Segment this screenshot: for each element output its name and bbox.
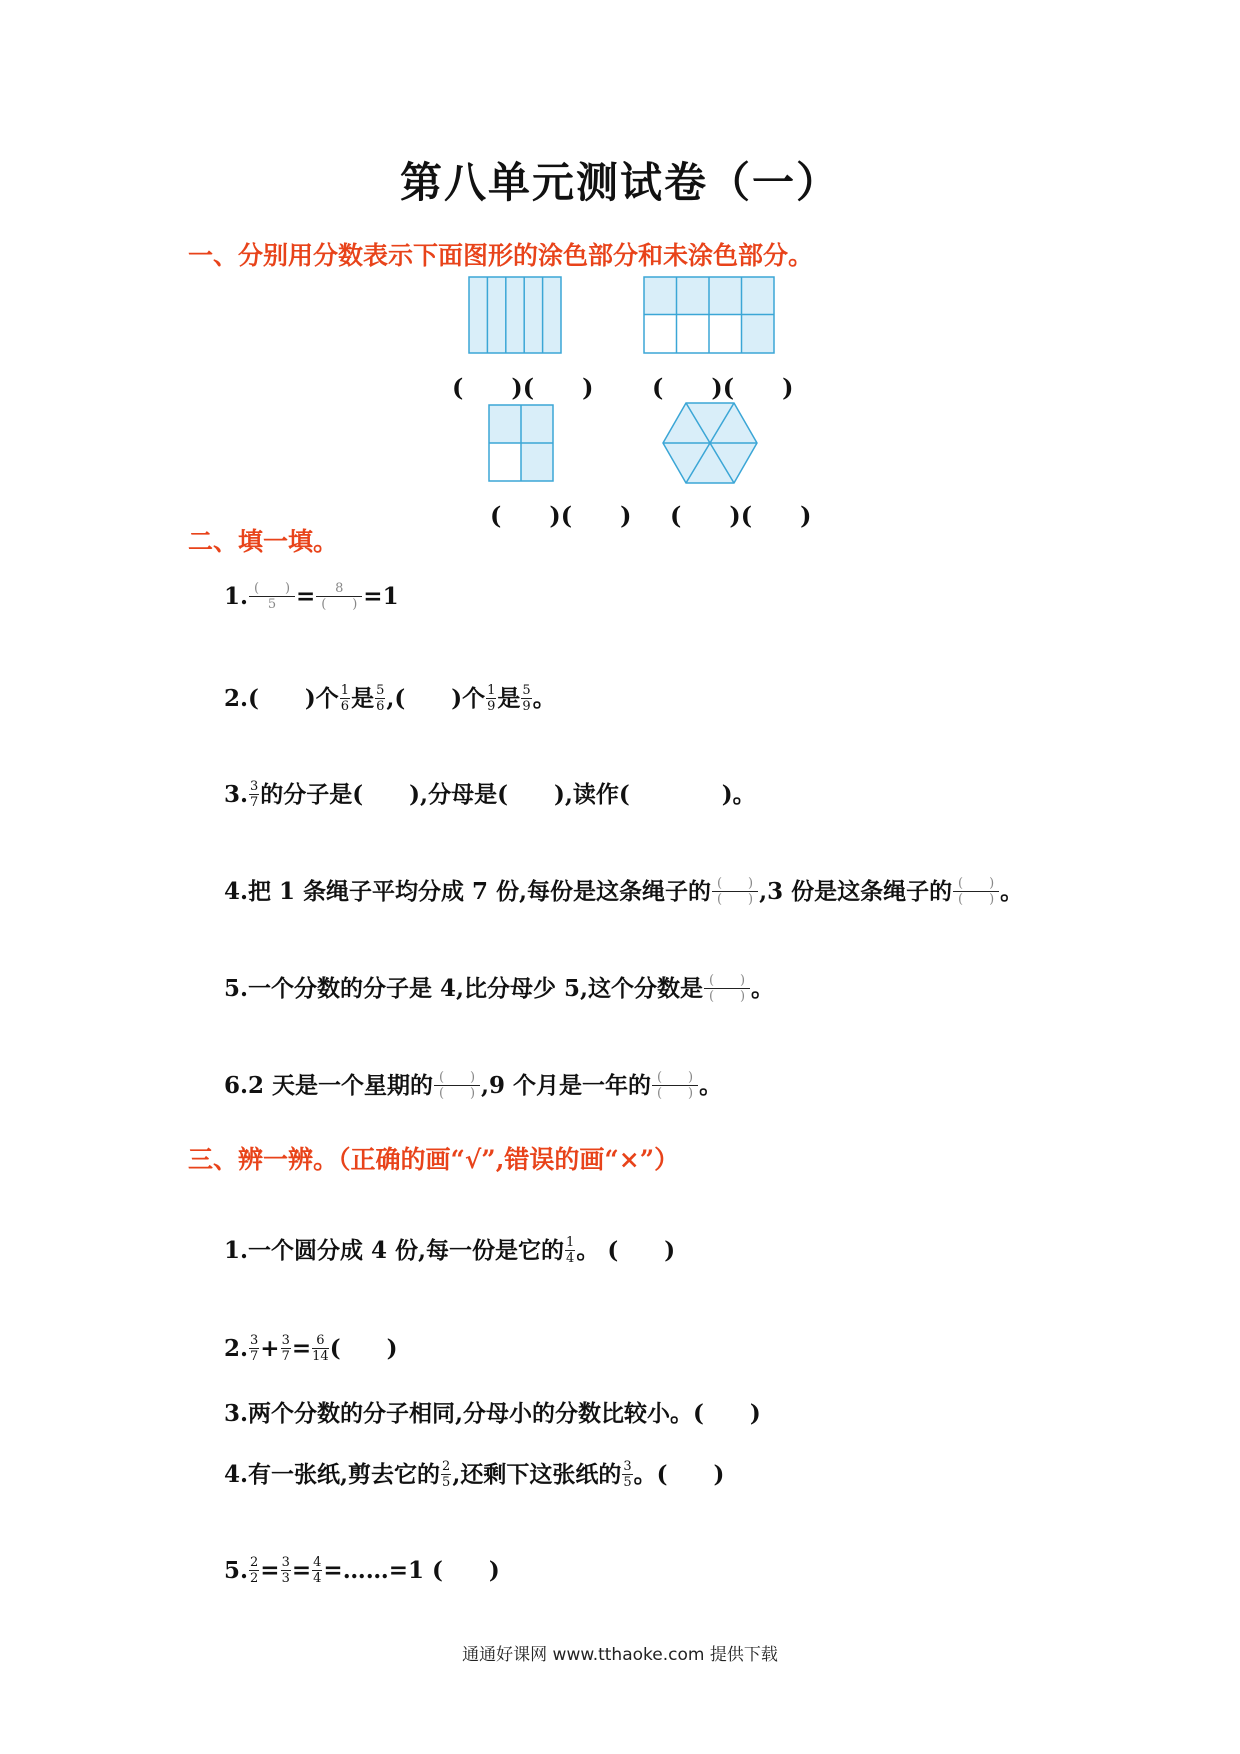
judge-q1: 1.一个圆分成 4 份,每一份是它的 $\frac{1}{4}$ 。 ( ) — [224, 1234, 676, 1266]
answer-blank-figure-3[interactable]: ( )( ) — [490, 501, 632, 530]
fraction-blank: ( ) ( ) — [652, 1071, 698, 1100]
answer-blank-figure-4[interactable]: ( )( ) — [670, 501, 812, 530]
fill-q2: 2.( )个 $\frac{1}{6}$ 是 $\frac{5}{6}$ ,( )个 $\frac{1}{9}$ 是 $\frac{5}{9}$ 。 — [224, 682, 556, 714]
fraction-blank: ( ) ( ) — [434, 1071, 480, 1100]
answer-blank-figure-2[interactable]: ( )( ) — [652, 373, 794, 402]
figure-hexagon — [662, 402, 758, 484]
footer-note: 通通好课网 www.tthaoke.com 提供下载 — [462, 1645, 778, 1665]
fraction-blank: ( ) ( ) — [953, 877, 999, 906]
fill-q3: 3. $\frac{3}{7}$ 的分子是( ),分母是( ),读作( )。 — [224, 778, 756, 810]
section-2-heading: 二、填一填。 — [188, 527, 339, 556]
fill-q1: 1. ( ) 5 = 8 ( ) =1 — [224, 580, 399, 612]
answer-blank-figure-1[interactable]: ( )( ) — [452, 373, 594, 402]
fraction-blank: 8 ( ) — [316, 582, 362, 611]
fraction-blank: ( ) ( ) — [704, 974, 750, 1003]
fraction-blank: ( ) 5 — [249, 582, 295, 611]
judge-q4: 4.有一张纸,剪去它的 $\frac{2}{5}$ ,还剩下这张纸的 $\frac{3}{5}$ 。( ) — [224, 1458, 725, 1490]
page-title: 第八单元测试卷（一） — [399, 158, 840, 207]
fill-q4: 4.把 1 条绳子平均分成 7 份,每份是这条绳子的 ( ) ( ) ,3 份是这条绳子的 ( ) ( ) 。 — [224, 875, 1024, 907]
fraction-blank: ( ) ( ) — [712, 877, 758, 906]
figure-square-2x2 — [488, 404, 554, 482]
figure-grid-4x2 — [643, 276, 775, 354]
judge-q2: 2. $\frac{3}{7}$ + $\frac{3}{7}$ = $\frac{6}{14}$ ( ) — [224, 1332, 398, 1364]
fill-q5: 5.一个分数的分子是 4,比分母少 5,这个分数是 ( ) ( ) 。 — [224, 972, 775, 1004]
figure-rect-5-strips — [468, 276, 562, 354]
section-3-heading: 三、辨一辨。（正确的画“√”,错误的画“×”） — [188, 1145, 680, 1174]
fill-q6: 6.2 天是一个星期的 ( ) ( ) ,9 个月是一年的 ( ) ( ) 。 — [224, 1069, 723, 1101]
section-1-heading: 一、分别用分数表示下面图形的涂色部分和未涂色部分。 — [188, 241, 814, 270]
judge-q5: 5. $\frac{2}{2}$ = $\frac{3}{3}$ = $\frac{4}{4}$ =……=1 ( ) — [224, 1554, 500, 1586]
judge-q3: 3.两个分数的分子相同,分母小的分数比较小。( ) — [224, 1400, 761, 1427]
